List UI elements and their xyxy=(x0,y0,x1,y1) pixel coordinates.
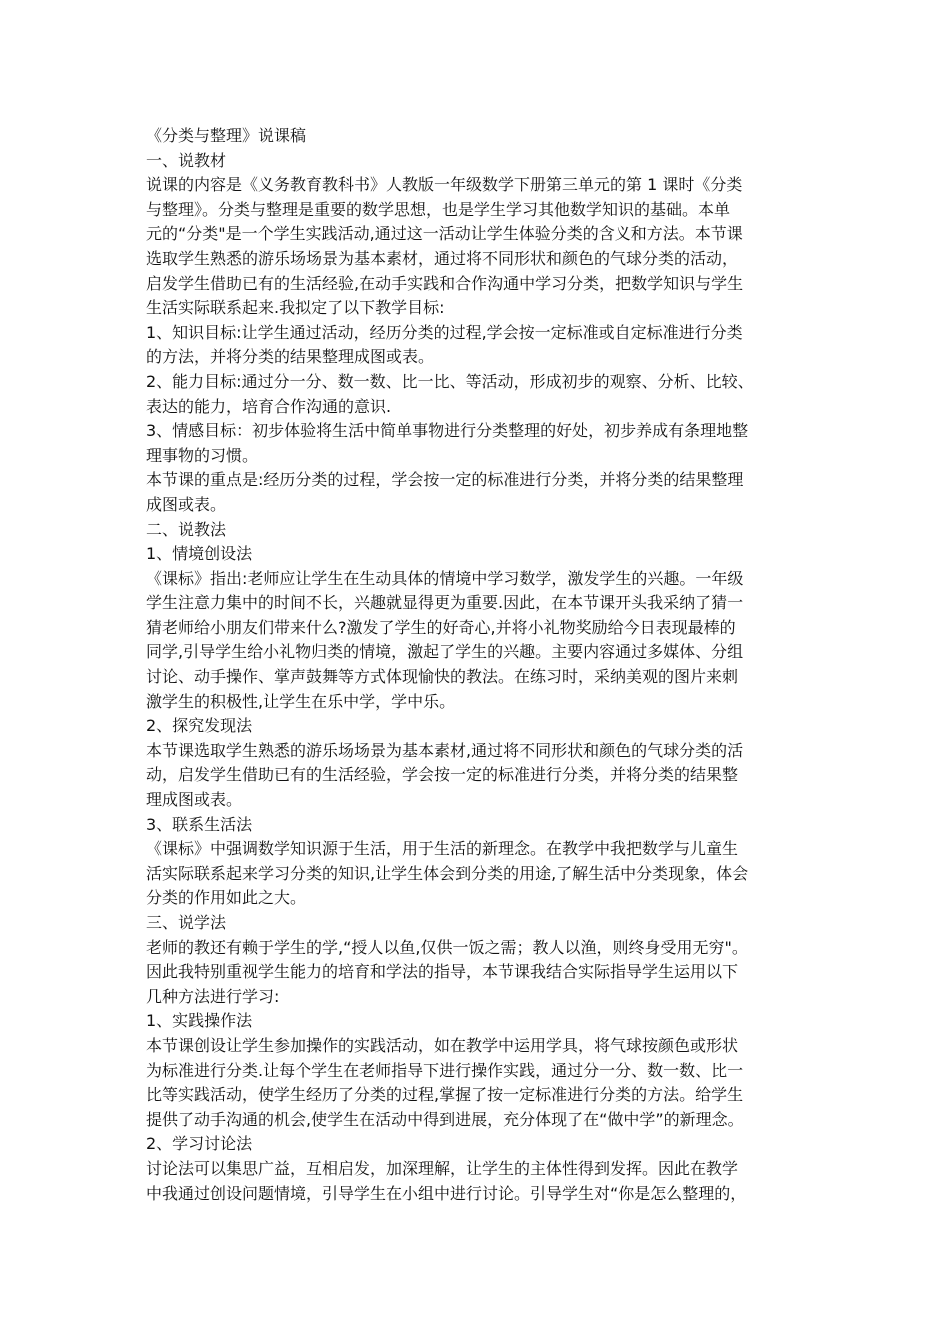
text-line: 1、知识目标:让学生通过活动，经历分类的过程,学会按一定标准或自定标准进行分类 xyxy=(146,322,743,342)
text-line: 《课标》指出:老师应让学生在生动具体的情境中学习数学，激发学生的兴趣。一年级 xyxy=(146,568,744,588)
text-line: 提供了动手沟通的机会,使学生在活动中得到进展，充分体现了在“做中学”的新理念。 xyxy=(146,1109,744,1129)
text-line: 激学生的积极性,让学生在乐中学，学中乐。 xyxy=(146,691,456,711)
text-line: 启发学生借助已有的生活经验,在动手实践和合作沟通中学习分类，把数学知识与学生 xyxy=(146,273,744,293)
text-line: 讨论、动手操作、掌声鼓舞等方式体现愉快的教法。在练习时，采纳美观的图片来刺 xyxy=(146,667,739,687)
text-line: 3、情感目标：初步体验将生活中简单事物进行分类整理的好处，初步养成有条理地整 xyxy=(146,421,749,441)
document-title: 《分类与整理》说课稿 xyxy=(146,126,307,145)
text-line: 与整理》。分类与整理是重要的数学思想，也是学生学习其他数学知识的基础。本单 xyxy=(146,199,731,219)
text-line: 的方法，并将分类的结果整理成图或表。 xyxy=(146,347,435,367)
text-line: 理成图或表。 xyxy=(146,790,243,810)
text-line: 二、说教法 xyxy=(146,519,227,539)
text-line: 2、探究发现法 xyxy=(146,716,253,736)
text-line: 学生注意力集中的时间不长，兴趣就显得更为重要.因此，在本节课开头我采纳了猜一 xyxy=(146,593,744,613)
text-line: 分类的作用如此之大。 xyxy=(146,888,307,908)
text-line: 中我通过创设问题情境，引导学生在小组中进行讨论。引导学生对“你是怎么整理的， xyxy=(146,1183,747,1203)
text-line: 理事物的习惯。 xyxy=(146,445,259,465)
text-line: 说课的内容是《义务教育教科书》人教版一年级数学下册第三单元的第 1 课时《分类 xyxy=(146,175,743,195)
text-line: 老师的教还有赖于学生的学,“授人以鱼,仅供一饭之需；教人以渔，则终身受用无穷"。 xyxy=(146,937,748,957)
text-line: 生活实际联系起来.我拟定了以下教学目标: xyxy=(146,298,445,318)
text-line: 同学,引导学生给小礼物归类的情境，激起了学生的兴趣。主要内容通过多媒体、分组 xyxy=(146,642,744,662)
text-line: 为标准进行分类.让每个学生在老师指导下进行操作实践，通过分一分、数一数、比一 xyxy=(146,1060,744,1080)
text-line: 2、学习讨论法 xyxy=(146,1134,253,1154)
text-line: 2、能力目标:通过分一分、数一数、比一比、等活动，形成初步的观察、分析、比较、 xyxy=(146,371,754,391)
document-body xyxy=(146,124,826,1206)
text-line: 讨论法可以集思广益，互相启发，加深理解，让学生的主体性得到发挥。因此在教学 xyxy=(146,1158,739,1178)
text-line: 三、说学法 xyxy=(146,913,227,932)
text-line: 《课标》中强调数学知识源于生活，用于生活的新理念。在教学中我把数学与儿童生 xyxy=(146,839,739,859)
text-line: 比等实践活动，使学生经历了分类的过程,掌握了按一定标准进行分类的方法。给学生 xyxy=(146,1085,744,1105)
text-line: 本节课创设让学生参加操作的实践活动，如在教学中运用学具，将气球按颜色或形状 xyxy=(146,1035,739,1055)
text-line: 元的“分类"是一个学生实践活动,通过这一活动让学生体验分类的含义和方法。本节课 xyxy=(146,224,743,244)
text-line: 一、说教材 xyxy=(146,150,227,170)
text-line: 动，启发学生借助已有的生活经验，学会按一定的标准进行分类，并将分类的结果整 xyxy=(146,765,739,785)
text-line: 本节课选取学生熟悉的游乐场场景为基本素材,通过将不同形状和颜色的气球分类的活 xyxy=(146,740,744,760)
text-line: 表达的能力，培育合作沟通的意识. xyxy=(146,396,392,416)
text-line: 猜老师给小朋友们带来什么?激发了学生的好奇心,并将小礼物奖励给今日表现最棒的 xyxy=(146,617,736,637)
text-line: 因此我特别重视学生能力的培育和学法的指导，本节课我结合实际指导学生运用以下 xyxy=(146,962,739,982)
text-line: 1、实践操作法 xyxy=(146,1011,253,1031)
text-line: 选取学生熟悉的游乐场场景为基本素材，通过将不同形状和颜色的气球分类的活动， xyxy=(146,248,739,268)
text-line: 3、联系生活法 xyxy=(146,814,253,834)
text-line: 1、情境创设法 xyxy=(146,544,253,564)
text-line: 活实际联系起来学习分类的知识,让学生体会到分类的用途,了解生活中分类现象，体会 xyxy=(146,863,749,883)
text-line: 几种方法进行学习: xyxy=(146,986,280,1006)
text-line: 本节课的重点是:经历分类的过程，学会按一定的标准进行分类，并将分类的结果整理 xyxy=(146,470,744,490)
text-line: 成图或表。 xyxy=(146,494,227,514)
